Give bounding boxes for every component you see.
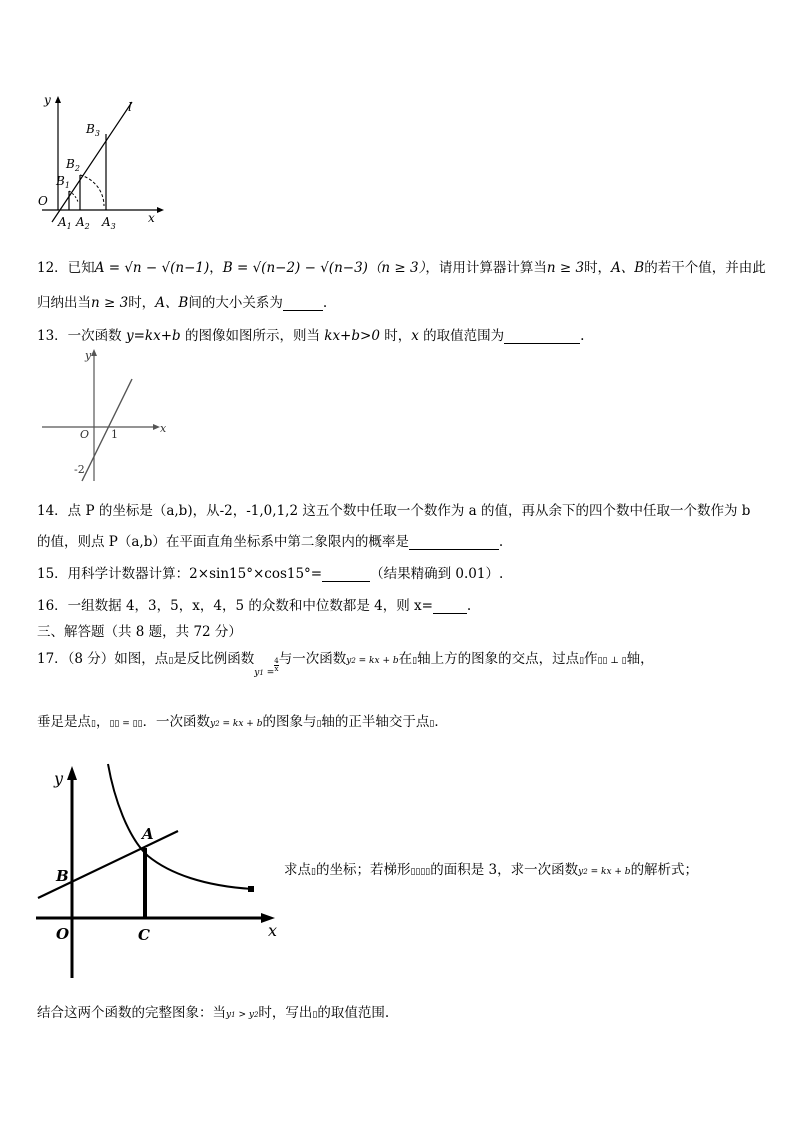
q13-answer-blank[interactable]	[504, 331, 580, 344]
q12-B-formula: B = √(n−2) − √(n−3)	[222, 260, 368, 276]
fig11-l-label: l	[128, 100, 132, 114]
svg-text:A2	[75, 215, 90, 231]
fig11-b1-sub: 1	[64, 181, 70, 190]
svg-text:B1	[55, 174, 70, 190]
question-17-line-1: 17．（8 分）如图，点▯是反比例函数$_{y1 =}$ $\frac{4}{x}$ 与一次函数y2 = kx + b在▯轴上方的图象的交点，过点▯作▯▯ ⊥ ▯轴，	[37, 651, 654, 678]
fig17-origin-label: O	[56, 925, 70, 943]
fig11-a3-label: A	[102, 215, 111, 229]
question-14-line-1: 14．点 P 的坐标是（a,b)，从-2，-1,0,1,2 这五个数中任取一个数作为 a 的值，再从余下的四个数中任取一个数作为 b	[37, 503, 751, 519]
q12-A-formula: A = √n − √(n−1)	[94, 260, 210, 276]
svg-text:A3	[101, 215, 116, 231]
figure-q11	[30, 92, 170, 232]
figure-q13	[38, 345, 178, 485]
q15-answer-blank[interactable]	[322, 569, 370, 582]
fig11-a2-label: A	[76, 215, 85, 229]
question-12-line-1: 12．已知A = √n − √(n−1)，B = √(n−2) − √(n−3)（n ≥ 3），请用计算器计算当n ≥ 3时，A、B的若干个值，并由此	[37, 260, 766, 276]
svg-text:B2	[65, 157, 80, 173]
fig11-a2-sub: 2	[84, 222, 90, 231]
question-14-line-2: 的值，则点 P（a,b）在平面直角坐标系中第二象限内的概率是 .	[37, 534, 504, 550]
question-17-sub-2: 结合这两个函数的完整图象：当y1 > y2时，写出▯的取值范围.	[37, 1005, 390, 1021]
section-heading: 三、解答题（共 8 题，共 72 分）	[37, 624, 242, 640]
question-17-line-2: 垂足是点▯，▯▯ = ▯▯．一次函数y2 = kx + b的图象与▯轴的正半轴交于点▯．	[37, 714, 448, 730]
fig13-x-label: x	[160, 422, 167, 435]
fig17-point-a: A	[142, 825, 154, 843]
q12-answer-blank[interactable]	[283, 298, 323, 311]
q14-answer-blank[interactable]	[409, 537, 499, 550]
fig17-x-label: x	[268, 921, 278, 940]
question-15: 15．用科学计数器计算：2×sin15°×cos15°= （结果精确到 0.01）.	[37, 566, 504, 582]
svg-text:A1	[57, 215, 72, 231]
q16-answer-blank[interactable]	[433, 601, 467, 614]
fig13-tick-1: 1	[111, 428, 118, 441]
fig11-a1-sub: 1	[66, 222, 72, 231]
fig17-point-b: B	[56, 867, 69, 885]
fig11-b3-label: B	[86, 122, 95, 136]
question-13: 13．一次函数 y=kx+b 的图像如图所示，则当 kx+b>0 时，x 的取值范围为 .	[37, 328, 585, 344]
fig17-point-c: C	[138, 926, 150, 944]
fig11-y-label: y	[44, 93, 51, 107]
fig11-a3-sub: 3	[110, 222, 116, 231]
fig11-b2-sub: 2	[74, 164, 80, 173]
fig13-y-label: y	[85, 349, 92, 362]
fig11-origin-label: O	[38, 194, 48, 208]
fig11-b3-sub: 3	[94, 129, 100, 138]
question-17-sub-1: 求点▯的坐标；若梯形▯▯▯▯的面积是 3，求一次函数y2 = kx + b的解析式；	[284, 862, 699, 878]
svg-text:B3	[85, 122, 100, 138]
fig11-b2-label: B	[66, 157, 75, 171]
fig13-tick-neg2: -2	[74, 463, 85, 476]
fig11-b1-label: B	[56, 174, 65, 188]
fig13-origin-label: O	[80, 428, 90, 441]
fig11-a1-label: A	[58, 215, 67, 229]
question-12-line-2: 归纳出当n ≥ 3时，A、B间的大小关系为 .	[37, 295, 328, 311]
fig17-y-label: y	[54, 769, 64, 788]
fig11-x-label: x	[148, 211, 155, 225]
question-16: 16．一组数据 4，3，5，x，4，5 的众数和中位数都是 4，则 x= .	[37, 598, 472, 614]
figure-q17	[30, 758, 285, 983]
